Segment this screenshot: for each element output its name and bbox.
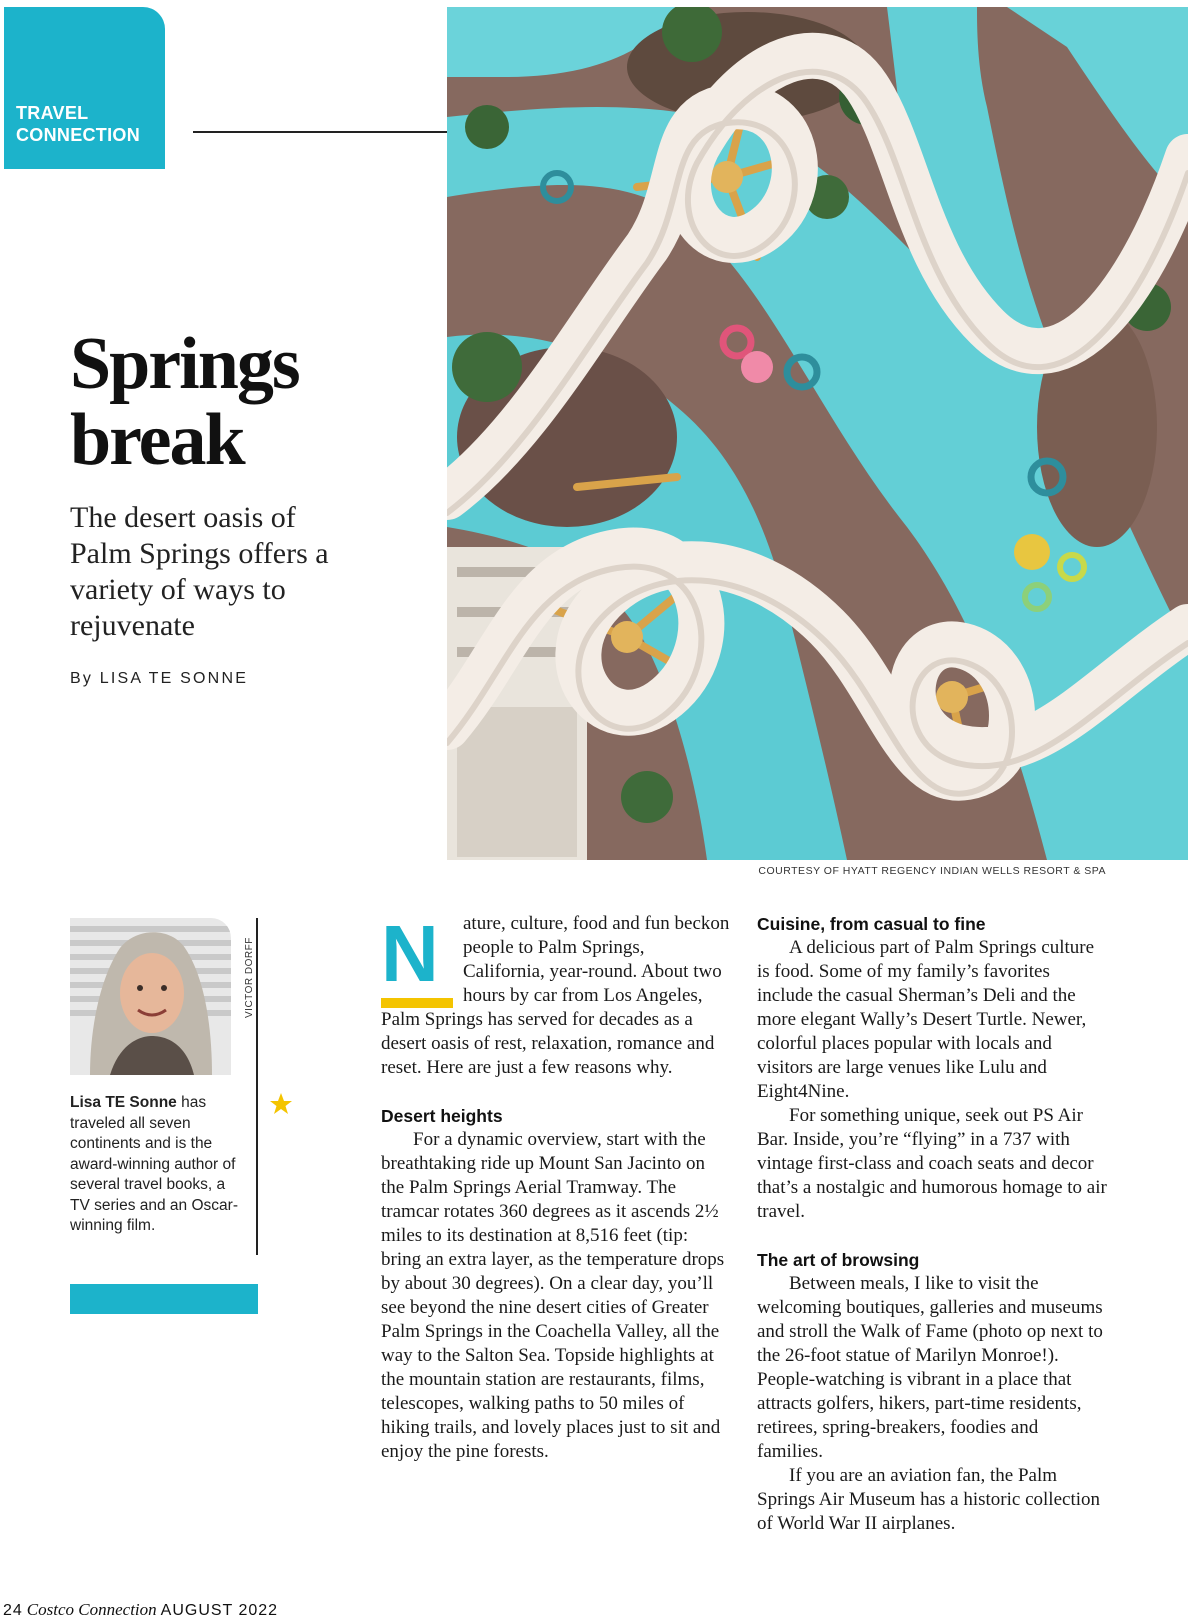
section-rule [193,131,447,133]
body-paragraph: A delicious part of Palm Springs culture is food. Some of my family’s favorites include the casual Sherman’s Deli and the more elegant Wally’s Desert Turtle. Newer, colorful places popular with locals and visitors are large venues like Lulu and Eight4Nine. [757,937,1095,1102]
section-heading-desert-heights: Desert heights [381,1106,503,1126]
intro-paragraph: ature, culture, food and fun beckon people to Palm Springs, California, year-round. About two hours by car from Los Angeles, Palm Springs has served for decades as a desert oasis of rest, relaxation, romance and reset. Here are just a few reasons why. [381,913,730,1078]
author-name: Lisa TE Sonne [70,1094,177,1111]
drop-cap-underline [381,998,453,1008]
author-bio-text: has traveled all seven continents and is the award-winning author of several travel books, a TV series and an Oscar-winning film. [70,1094,238,1234]
drop-cap-letter: N [381,909,439,998]
body-paragraph: If you are an aviation fan, the Palm Springs Air Museum has a historic collection of World War II airplanes. [757,1465,1101,1534]
sidebar-accent-bar [70,1284,258,1314]
section-tag [4,7,165,169]
article-column-2 [757,912,1107,1536]
author-photo [70,918,231,1075]
headline-line1: Springs [70,323,299,405]
author-portrait [70,918,231,1075]
drop-cap [381,909,453,1008]
water-slide-illustration [447,7,1188,860]
page-number: 24 [3,1602,23,1619]
section-heading-cuisine: Cuisine, from casual to fine [757,914,986,934]
photo-credit: COURTESY OF HYATT REGENCY INDIAN WELLS RESORT & SPA [758,865,1106,877]
byline: By LISA TE SONNE [70,670,249,687]
issue-date: AUGUST 2022 [160,1602,279,1619]
magazine-name: Costco Connection [26,1600,157,1619]
section-tag-line1: TRAVEL [16,103,89,123]
body-paragraph: For a dynamic overview, start with the breathtaking ride up Mount San Jacinto on the Palm Springs Aerial Tramway. The tramcar rotates 360 degrees as it ascends 2½ miles to its destination at 8,516 feet (tip: bring an extra layer, as the temperature drops by about 30 degrees). On a clear day, you’ll see beyond the nine desert cities of Greater Palm Springs in the Coachella Valley, all the way to the Salton Sea. Topside highlights at the mountain station are restaurants, films, telescopes, walking paths to 50 miles of hiking trails, and lovely places just to sit and enjoy the pine forests. [381,1129,725,1462]
section-heading-browsing: The art of browsing [757,1250,920,1270]
body-paragraph: Between meals, I like to visit the welcoming boutiques, galleries and museums and stroll the Walk of Fame (photo op next to the 26-foot statue of Marilyn Monroe!). People-watching is vibrant in a place that attracts golfers, hikers, part-time residents, retirees, spring-breakers, foodies and families. [757,1273,1103,1462]
body-paragraph: For something unique, seek out PS Air Bar. Inside, you’re “flying” in a 737 with vintage first-class and coach seats and decor that’s a nostalgic and humorous homage to air travel. [757,1105,1107,1222]
page-footer [3,1600,278,1620]
dek: The desert oasis of Palm Springs offers a variety of ways to rejuvenate [70,501,329,642]
headline-line2: break [70,399,244,481]
hero-photo [447,7,1188,860]
star-icon [269,1092,293,1116]
section-tag-line2: CONNECTION [16,125,140,145]
article-column-1 [381,909,731,1464]
author-divider [256,918,258,1255]
author-bio [70,1093,245,1237]
author-photo-credit: VICTOR DORFF [244,937,255,1018]
headline [70,323,299,481]
